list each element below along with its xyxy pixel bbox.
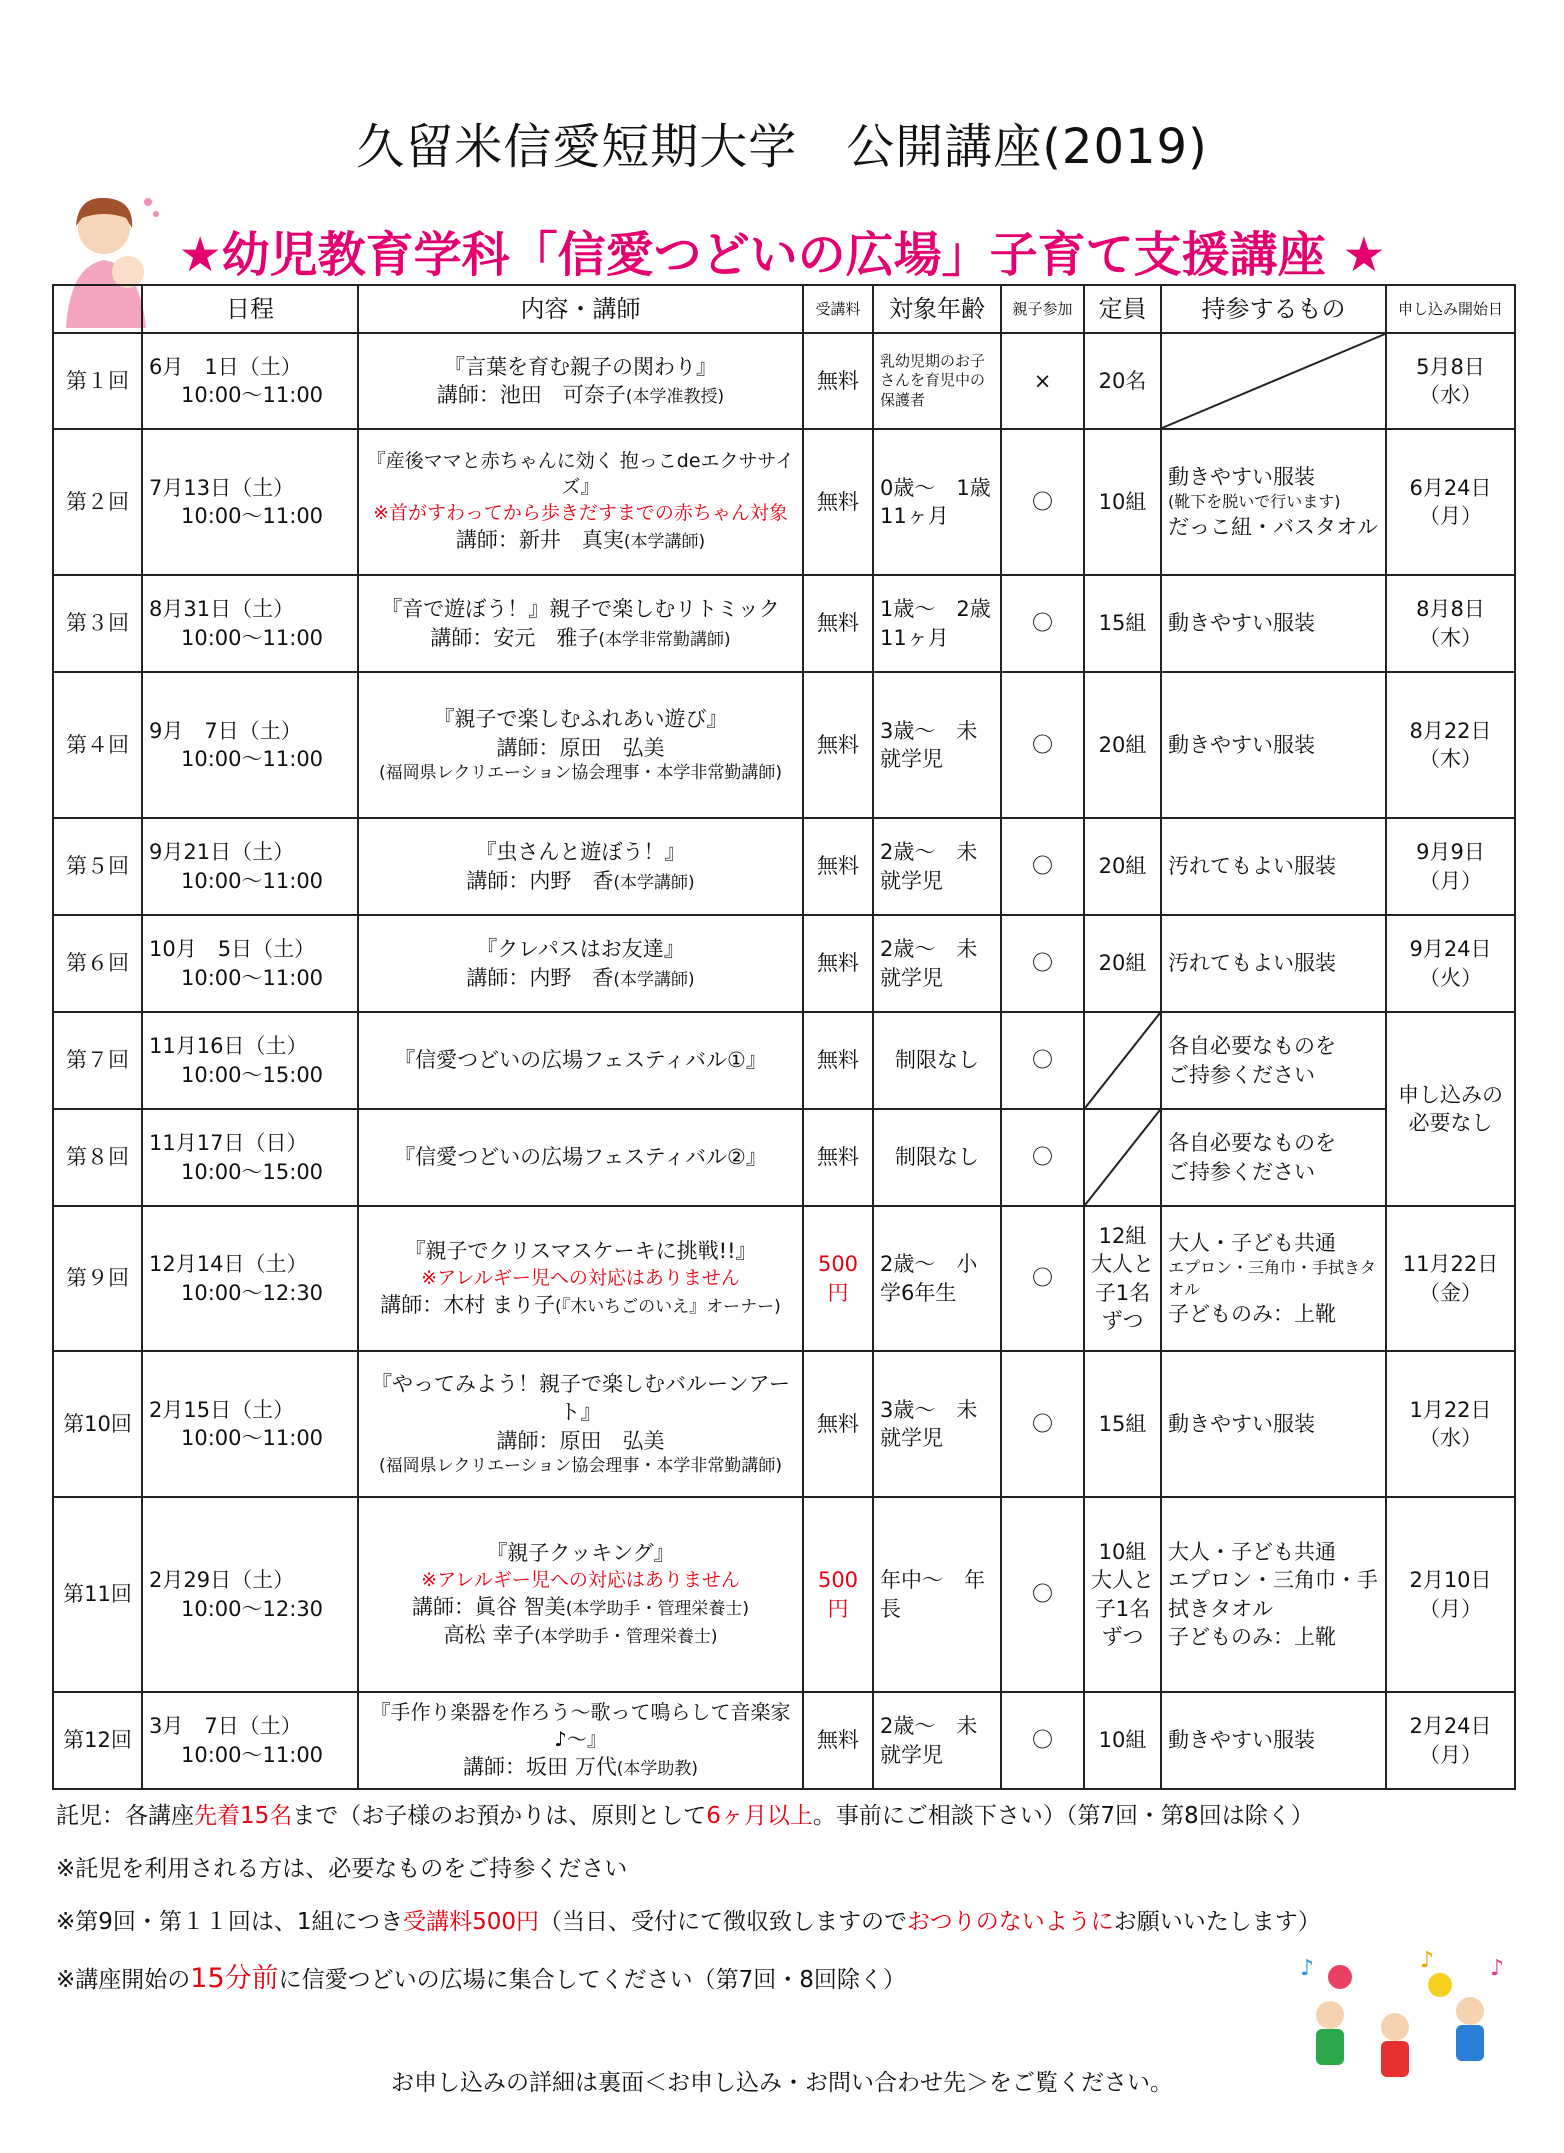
session-capacity: 10組 大人と子1名ずつ	[1084, 1497, 1161, 1692]
session-parent: 〇	[1001, 672, 1084, 818]
header-capacity: 定員	[1084, 285, 1161, 333]
session-content: 『親子で楽しむふれあい遊び』 講師：原田 弘美 (福岡県レクリエーション協会理事・本学非常勤講師)	[358, 672, 803, 818]
session-date: 9月21日（土） 10:00～11:00	[142, 818, 358, 915]
session-capacity: 12組 大人と子1名ずつ	[1084, 1206, 1161, 1351]
session-target: 3歳～ 未就学児	[873, 672, 1001, 818]
session-capacity: 20名	[1084, 333, 1161, 429]
table-row	[53, 1497, 1515, 1692]
session-parent: 〇	[1001, 1497, 1084, 1692]
session-fee: 無料	[803, 1012, 873, 1109]
session-target: 2歳～ 未就学児	[873, 818, 1001, 915]
session-date: 3月 7日（土） 10:00～11:00	[142, 1692, 358, 1789]
header-bring: 持参するもの	[1161, 285, 1386, 333]
session-fee: 無料	[803, 1692, 873, 1789]
session-content: 『手作り楽器を作ろう～歌って鳴らして音楽家♪～』 講師：坂田 万代(本学助教)	[358, 1692, 803, 1789]
session-target: 0歳～ 1歳11ヶ月	[873, 429, 1001, 575]
session-content: 『クレパスはお友達』 講師：内野 香(本学講師)	[358, 915, 803, 1012]
session-parent: 〇	[1001, 429, 1084, 575]
session-content: 『信愛つどいの広場フェスティバル②』	[358, 1109, 803, 1206]
session-target: 乳幼児期のお子さんを育児中の保護者	[873, 333, 1001, 429]
session-fee: 無料	[803, 1351, 873, 1497]
table-row	[53, 1692, 1515, 1789]
session-parent: 〇	[1001, 1109, 1084, 1206]
session-date: 2月29日（土） 10:00～12:30	[142, 1497, 358, 1692]
session-capacity-none	[1084, 1109, 1161, 1206]
session-content: 『音で遊ぼう！』親子で楽しむリトミック 講師：安元 雅子(本学非常勤講師)	[358, 575, 803, 672]
session-bring: 汚れてもよい服装	[1161, 818, 1386, 915]
session-date: 12月14日（土） 10:00～12:30	[142, 1206, 358, 1351]
session-fee: 無料	[803, 333, 873, 429]
table-row	[53, 1206, 1515, 1351]
session-fee: 無料	[803, 429, 873, 575]
header-parent: 親子参加	[1001, 285, 1084, 333]
table-row	[53, 575, 1515, 672]
session-no: 第９回	[53, 1206, 142, 1351]
session-no: 第４回	[53, 672, 142, 818]
session-bring: 動きやすい服装	[1161, 1692, 1386, 1789]
session-date: 11月16日（土） 10:00～15:00	[142, 1012, 358, 1109]
session-bring: 各自必要なものを ご持参ください	[1161, 1109, 1386, 1206]
session-parent: 〇	[1001, 1206, 1084, 1351]
session-fee: 500円	[803, 1497, 873, 1692]
session-bring: 汚れてもよい服装	[1161, 915, 1386, 1012]
session-target: 2歳～ 未就学児	[873, 1692, 1001, 1789]
svg-text:♪: ♪	[1300, 1956, 1315, 1981]
note-bring-items: ※託児を利用される方は、必要なものをご持参ください	[56, 1856, 628, 1882]
session-open: 申し込みの必要なし	[1386, 1012, 1515, 1206]
session-fee: 無料	[803, 818, 873, 915]
session-date: 11月17日（日） 10:00～15:00	[142, 1109, 358, 1206]
session-capacity-none	[1084, 1012, 1161, 1109]
session-no: 第５回	[53, 818, 142, 915]
session-open: 8月22日（木）	[1386, 672, 1515, 818]
session-bring: 大人・子ども共通 エプロン・三角巾・手拭きタオル 子どものみ：上靴	[1161, 1497, 1386, 1692]
header-content: 内容・講師	[358, 285, 803, 333]
table-row	[53, 915, 1515, 1012]
session-capacity: 20組	[1084, 818, 1161, 915]
session-fee: 無料	[803, 575, 873, 672]
session-content: 『言葉を育む親子の関わり』 講師：池田 可奈子(本学准教授)	[358, 333, 803, 429]
session-open: 9月24日（火）	[1386, 915, 1515, 1012]
header-open: 申し込み開始日	[1386, 285, 1515, 333]
session-content: 『虫さんと遊ぼう！』 講師：内野 香(本学講師)	[358, 818, 803, 915]
table-row	[53, 429, 1515, 575]
table-row	[53, 1109, 1515, 1206]
session-content: 『信愛つどいの広場フェスティバル①』	[358, 1012, 803, 1109]
session-target: 年中～ 年長	[873, 1497, 1001, 1692]
session-parent: 〇	[1001, 1692, 1084, 1789]
session-bring: 各自必要なものを ご持参ください	[1161, 1012, 1386, 1109]
session-fee: 無料	[803, 915, 873, 1012]
session-open: 6月24日（月）	[1386, 429, 1515, 575]
session-capacity: 10組	[1084, 1692, 1161, 1789]
session-no: 第１回	[53, 333, 142, 429]
note-gather: ※講座開始の15分前に信愛つどいの広場に集合してください（第7回・8回除く）	[56, 1963, 906, 1994]
session-date: 9月 7日（土） 10:00～11:00	[142, 672, 358, 818]
session-capacity: 15組	[1084, 575, 1161, 672]
session-capacity: 20組	[1084, 672, 1161, 818]
session-target: 2歳～ 未就学児	[873, 915, 1001, 1012]
session-fee: 無料	[803, 672, 873, 818]
session-open: 1月22日（水）	[1386, 1351, 1515, 1497]
session-target: 制限なし	[873, 1012, 1001, 1109]
session-bring: 大人・子ども共通 エプロン・三角巾・手拭きタオル 子どものみ：上靴	[1161, 1206, 1386, 1351]
session-open: 9月9日（月）	[1386, 818, 1515, 915]
session-no: 第10回	[53, 1351, 142, 1497]
session-parent: 〇	[1001, 915, 1084, 1012]
session-no: 第６回	[53, 915, 142, 1012]
session-open: 2月24日（月）	[1386, 1692, 1515, 1789]
session-content: 『やってみよう！親子で楽しむバルーンアート』 講師：原田 弘美 (福岡県レクリエーション協会理事・本学非常勤講師)	[358, 1351, 803, 1497]
session-date: 7月13日（土） 10:00～11:00	[142, 429, 358, 575]
session-target: 3歳～ 未就学児	[873, 1351, 1001, 1497]
session-bring: 動きやすい服装	[1161, 1351, 1386, 1497]
schedule-table	[52, 284, 1516, 1790]
session-content: 『親子クッキング』 ※アレルギー児への対応はありません 講師：眞谷 智美(本学助手・管理栄養士) 高松 幸子(本学助手・管理栄養士)	[358, 1497, 803, 1692]
session-no: 第12回	[53, 1692, 142, 1789]
session-target: 2歳～ 小学6年生	[873, 1206, 1001, 1351]
session-bring: 動きやすい服装	[1161, 575, 1386, 672]
session-fee: 無料	[803, 1109, 873, 1206]
session-no: 第３回	[53, 575, 142, 672]
session-bring-none	[1161, 333, 1386, 429]
session-target: 1歳～ 2歳11ヶ月	[873, 575, 1001, 672]
session-fee: 500円	[803, 1206, 873, 1351]
session-parent: 〇	[1001, 575, 1084, 672]
session-parent: ×	[1001, 333, 1084, 429]
table-row	[53, 333, 1515, 429]
session-content: 『産後ママと赤ちゃんに効く 抱っこdeエクササイズ』 ※首がすわってから歩きだすまでの赤ちゃん対象 講師：新井 真実(本学講師)	[358, 429, 803, 575]
session-capacity: 15組	[1084, 1351, 1161, 1497]
session-content: 『親子でクリスマスケーキに挑戦!!』 ※アレルギー児への対応はありません 講師：木村 まり子(『木いちごのいえ』オーナー)	[358, 1206, 803, 1351]
table-row	[53, 818, 1515, 915]
session-date: 2月15日（土） 10:00～11:00	[142, 1351, 358, 1497]
table-header	[53, 285, 1515, 333]
session-open: 5月8日（水）	[1386, 333, 1515, 429]
session-date: 10月 5日（土） 10:00～11:00	[142, 915, 358, 1012]
session-date: 6月 1日（土） 10:00～11:00	[142, 333, 358, 429]
table-row	[53, 672, 1515, 818]
table-row	[53, 1012, 1515, 1109]
session-bring: 動きやすい服装	[1161, 672, 1386, 818]
footer-note: お申し込みの詳細は裏面＜お申し込み・お問い合わせ先＞をご覧ください。	[391, 2070, 1173, 2096]
session-open: 2月10日（月）	[1386, 1497, 1515, 1692]
session-no: 第７回	[53, 1012, 142, 1109]
header-no	[53, 285, 142, 333]
note-fee: ※第9回・第１１回は、1組につき受講料500円（当日、受付にて徴収致しますのでおつりのないようにお願いいたします）	[56, 1909, 1321, 1935]
session-capacity: 20組	[1084, 915, 1161, 1012]
session-no: 第２回	[53, 429, 142, 575]
page-subtitle: ★幼児教育学科「信愛つどいの広場」子育て支援講座 ★	[178, 227, 1386, 283]
session-open: 8月8日（木）	[1386, 575, 1515, 672]
svg-text:♪: ♪	[1490, 1956, 1505, 1981]
session-capacity: 10組	[1084, 429, 1161, 575]
session-open: 11月22日（金）	[1386, 1206, 1515, 1351]
session-target: 制限なし	[873, 1109, 1001, 1206]
svg-text:♪: ♪	[1420, 1948, 1435, 1973]
session-parent: 〇	[1001, 818, 1084, 915]
header-fee: 受講料	[803, 285, 873, 333]
session-no: 第８回	[53, 1109, 142, 1206]
session-bring: 動きやすい服装 (靴下を脱いで行います) だっこ紐・バスタオル	[1161, 429, 1386, 575]
session-parent: 〇	[1001, 1351, 1084, 1497]
note-childcare: 託児：各講座先着15名まで（お子様のお預かりは、原則として6ヶ月以上。事前にご相談下さい）（第7回・第8回は除く）	[56, 1803, 1314, 1829]
page-title: 久留米信愛短期大学 公開講座(2019)	[356, 119, 1208, 175]
table-row	[53, 1351, 1515, 1497]
session-date: 8月31日（土） 10:00～11:00	[142, 575, 358, 672]
header-target: 対象年齢	[873, 285, 1001, 333]
session-parent: 〇	[1001, 1012, 1084, 1109]
header-date: 日程	[142, 285, 358, 333]
session-no: 第11回	[53, 1497, 142, 1692]
